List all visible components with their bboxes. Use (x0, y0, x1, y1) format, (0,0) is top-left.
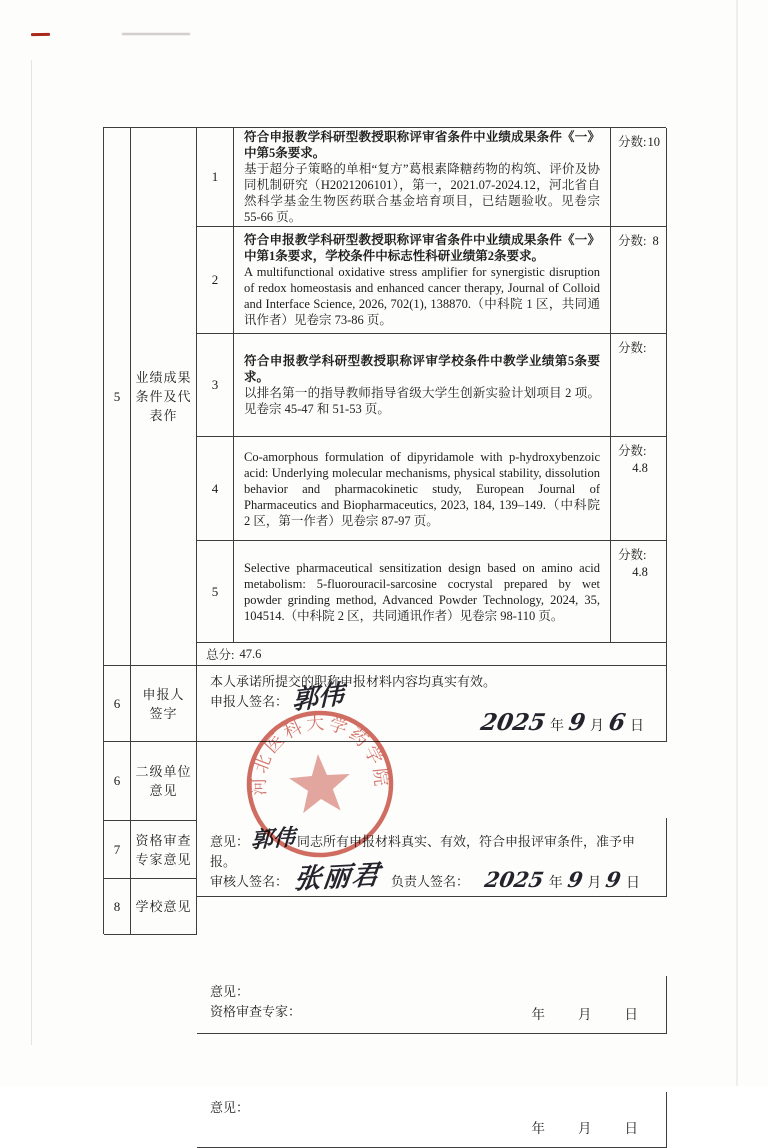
row8-number-cell: 8 (104, 879, 131, 935)
item3-detail: 以排名第一的指导教师指导省级大学生创新实验计划项目 2 项。见卷宗 45-47 和 51-53 页。 (244, 386, 600, 416)
total-score-cell (197, 643, 667, 666)
item1-score-cell: 分数:10 (611, 128, 667, 227)
row5-label: 业绩成果 条件及代 表作 (135, 370, 192, 423)
applicant-date-year-handwritten: 2025 (478, 709, 548, 736)
item5-number-cell: 5 (197, 541, 234, 643)
item3-number-cell: 3 (197, 334, 234, 437)
stamp-star-icon (288, 752, 353, 814)
applicant-sign-label: 申报人签名： (210, 694, 289, 709)
paper-left-edge (31, 60, 32, 1045)
reviewer-sign-label: 审核人签名： (210, 874, 289, 889)
item2-content-cell (234, 227, 611, 334)
row5-number-cell (104, 128, 131, 666)
row8-label: 学校意见 (135, 899, 192, 914)
item2-score: 8 (652, 234, 659, 248)
unit-date-month-handwritten: 9 (565, 867, 585, 892)
unit-opinion-text: 同志所有申报材料真实、有效，符合申报评审条件，准予申报。 (210, 834, 636, 869)
item2-requirement: 符合申报教学科研型教授职称评审省条件中业绩成果条件《一》中第1条要求，学校条件中标志性科研业绩第2条要求。 (244, 233, 600, 263)
unit-opinion-name-handwritten: 郭伟 (250, 824, 296, 854)
unit-date-day-handwritten: 9 (604, 867, 624, 892)
row7-content-cell (197, 976, 667, 1034)
official-seal-stamp (237, 701, 404, 868)
paper-right-edge (736, 0, 738, 1086)
item1-content-cell (234, 128, 611, 227)
school-date-blank: 年 月 日 (531, 1121, 638, 1136)
row7-number-cell: 7 (104, 821, 131, 879)
row8-content-cell (197, 1092, 667, 1148)
qualification-expert-label: 资格审查专家： (210, 1004, 302, 1019)
row7-label: 资格审查 专家意见 (135, 832, 192, 867)
stamp-text: 河北医科大学药学院 (248, 712, 392, 796)
row6b-label-cell (131, 742, 197, 821)
item5-score: 4.8 (632, 565, 648, 579)
applicant-signature-handwritten: 郭伟 (292, 679, 344, 717)
school-opinion-label: 意见： (210, 1100, 250, 1115)
qualification-opinion-label: 意见： (210, 984, 250, 999)
total-value: 47.6 (239, 646, 262, 661)
item5-detail: Selective pharmaceutical sensitization design based on amino acid metabolism: 5-fluorouracil-sarcosine cocrystal prepared by wet powder grinding method, Advanced Powder Technology, 2024, 35, 104514.（中科院 2 区，共同通讯作者）见卷宗 98-110 页。 (244, 560, 600, 623)
item4-score-cell: 分数: 4.8 (611, 437, 667, 541)
row5-label-cell (131, 128, 197, 666)
principal-sign-label: 负责人签名： (391, 874, 470, 889)
row6a-label-cell (131, 666, 197, 742)
scan-red-mark (31, 33, 50, 36)
item1-detail: 基于超分子策略的单相“复方”葛根素降糖药物的构筑、评价及协同机制研究（H2021206101），第一，2021.07-2024.12，河北省自然科学基金生物医药联合基金培育项目，已结题验收。见卷宗 55-66 页。 (244, 162, 600, 224)
item2-score-cell: 分数: 8 (611, 227, 667, 334)
row8-label-cell (131, 879, 197, 935)
applicant-date-day-handwritten: 6 (606, 709, 628, 736)
qualification-date-blank: 年 月 日 (531, 1007, 638, 1022)
reviewer-signature-handwritten: 张丽君 (292, 859, 383, 896)
row6b-label: 二级单位 意见 (135, 764, 192, 798)
item2-detail: A multifunctional oxidative stress amplifier for synergistic disruption of redox homeostasis and enhanced cancer therapy, Journal of Colloid and Interface Science, 2026, 702(1), 138870.（中科院 1 区，共同通讯作者）见卷宗 73-86 页。 (244, 265, 600, 327)
item3-requirement: 符合申报教学科研型教授职称评审学校条件中教学业绩第5条要求。 (244, 354, 600, 384)
applicant-date-month-handwritten: 9 (566, 709, 588, 736)
item1-number-cell: 1 (197, 128, 234, 227)
item1-requirement: 符合申报教学科研型教授职称评审省条件中业绩成果条件《一》中第5条要求。 (244, 130, 600, 160)
item4-detail: Co-amorphous formulation of dipyridamole with p-hydroxybenzoic acid: Underlying molecular mechanisms, physical stability, dissolution behavior and pharmacokinetic study, European Journal of Pharmaceutics and Biopharmaceutics, 2023, 184, 139–149.（中科院 2 区，第一作者）见卷宗 87-97 页。 (244, 449, 600, 528)
applicant-date: 2025 年 9 月 6 日 (478, 709, 644, 736)
total-label: 总分: (206, 648, 235, 662)
scan-gray-mark (122, 33, 190, 35)
row5-number: 5 (113, 388, 121, 404)
item5-content-cell (234, 541, 611, 643)
row7-label-cell (131, 821, 197, 879)
item4-content-cell (234, 437, 611, 541)
unit-date-year-handwritten: 2025 (483, 867, 547, 892)
item2-number-cell: 2 (197, 227, 234, 334)
row6a-number-cell: 6 (104, 666, 131, 742)
unit-opinion-label: 意见： (210, 834, 250, 849)
unit-date: 2025 年 9 月 9 日 (483, 867, 640, 892)
item5-score-cell: 分数: 4.8 (611, 541, 667, 643)
item1-score: 10 (647, 135, 660, 149)
applicant-pledge: 本人承诺所提交的职称申报材料内容均真实有效。 (210, 674, 497, 689)
item4-score: 4.8 (632, 461, 648, 475)
item3-score-cell: 分数: (611, 334, 667, 437)
item4-number-cell: 4 (197, 437, 234, 541)
item3-content-cell (234, 334, 611, 437)
row6b-number-cell: 6 (104, 742, 131, 821)
row6a-label: 申报人 签字 (142, 686, 185, 721)
